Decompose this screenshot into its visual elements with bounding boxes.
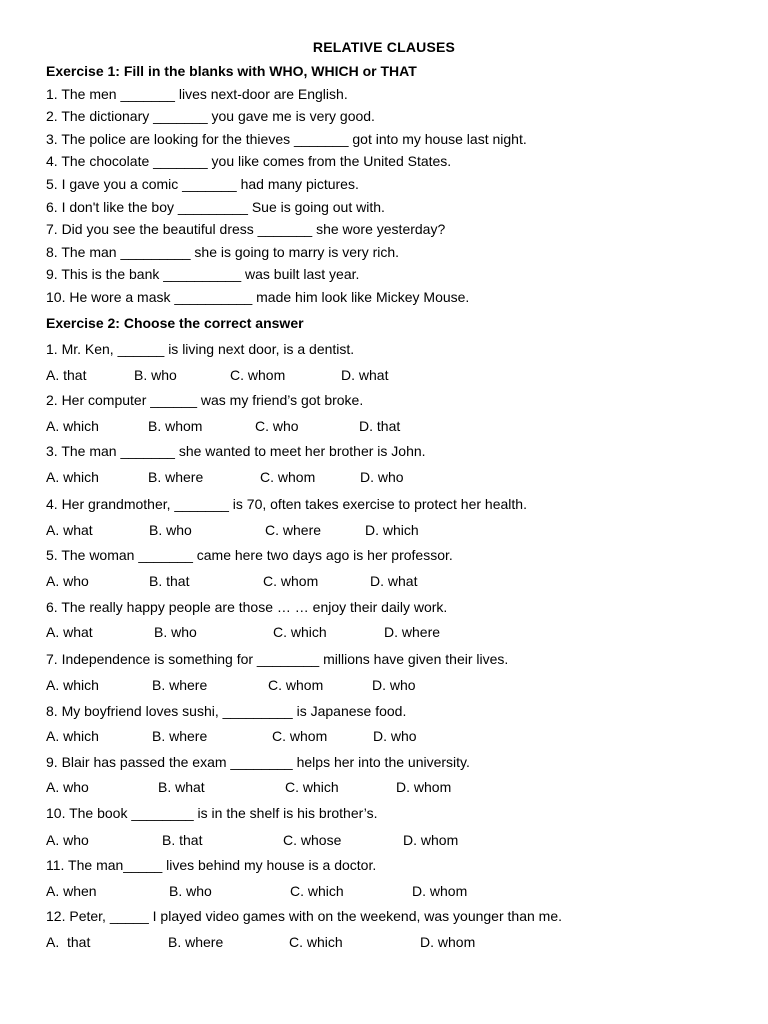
exercise1-item: 1. The men _______ lives next-door are English. [46,86,348,102]
exercise1-item: 4. The chocolate _______ you like comes from the United States. [46,153,452,169]
answer-option: D. what [370,573,418,589]
answer-option: D. where [384,624,441,640]
answer-option: B. who [169,883,212,899]
answer-option: B. where [168,934,224,950]
answer-option: D. who [372,677,416,693]
exercise2-question: 8. My boyfriend loves sushi, _________ is Japanese food. [46,703,407,719]
answer-option: A. what [46,624,93,640]
answer-option: C. whom [230,367,286,383]
answer-option: C. whose [283,832,342,848]
answer-option: D. what [341,367,389,383]
exercise2-question: 6. The really happy people are those … … enjoy their daily work. [46,599,448,615]
answer-option: B. where [148,469,204,485]
answer-option: B. where [152,677,208,693]
answer-option: C. which [273,624,327,640]
exercise1-item: 8. The man _________ she is going to marry is very rich. [46,244,400,260]
answer-option: C. which [290,883,344,899]
answer-option: A. who [46,832,89,848]
answer-option: A. who [46,573,89,589]
answer-option: B. who [149,522,192,538]
answer-option: D. whom [412,883,468,899]
answer-option: C. where [265,522,322,538]
exercise2-question: 1. Mr. Ken, ______ is living next door, is a dentist. [46,341,355,357]
exercise2-question: 5. The woman _______ came here two days ago is her professor. [46,547,453,563]
answer-option: A. when [46,883,97,899]
exercise2-question: 2. Her computer ______ was my friend’s got broke. [46,392,364,408]
answer-option: B. that [149,573,190,589]
answer-option: D. which [365,522,419,538]
exercise1-item: 7. Did you see the beautiful dress _______ she wore yesterday? [46,221,446,237]
exercise1-item: 5. I gave you a comic _______ had many pictures. [46,176,359,192]
exercise1-item: 10. He wore a mask __________ made him look like Mickey Mouse. [46,289,470,305]
exercise2-question: 4. Her grandmother, _______ is 70, often takes exercise to protect her health. [46,496,527,512]
answer-option: A. that [46,934,91,950]
answer-option: C. whom [272,728,328,744]
answer-option: D. whom [420,934,476,950]
answer-option: A. what [46,522,93,538]
exercise2-question: 12. Peter, _____ I played video games with on the weekend, was younger than me. [46,908,562,924]
answer-option: A. which [46,728,99,744]
exercise2-question: 9. Blair has passed the exam ________ helps her into the university. [46,754,470,770]
answer-option: C. whom [263,573,319,589]
exercise1-item: 6. I don't like the boy _________ Sue is going out with. [46,199,385,215]
answer-option: C. which [285,779,339,795]
answer-option: A. which [46,418,99,434]
answer-option: B. that [162,832,203,848]
answer-option: A. that [46,367,87,383]
exercise2-question: 11. The man_____ lives behind my house is a doctor. [46,857,377,873]
exercise2-heading: Exercise 2: Choose the correct answer [46,315,304,331]
exercise1-item: 3. The police are looking for the thieves _______ got into my house last night. [46,131,527,147]
answer-option: D. that [359,418,401,434]
page-title: RELATIVE CLAUSES [312,39,456,55]
answer-option: C. who [255,418,299,434]
answer-option: D. whom [396,779,452,795]
exercise1-item: 9. This is the bank __________ was built last year. [46,266,360,282]
answer-option: D. who [373,728,417,744]
exercise2-question: 10. The book ________ is in the shelf is his brother’s. [46,805,378,821]
answer-option: A. who [46,779,89,795]
answer-option: C. whom [260,469,316,485]
answer-option: C. which [289,934,343,950]
answer-option: B. what [158,779,205,795]
exercise2-question: 7. Independence is something for ________ millions have given their lives. [46,651,509,667]
exercise2-question: 3. The man _______ she wanted to meet her brother is John. [46,443,426,459]
exercise1-item: 2. The dictionary _______ you gave me is very good. [46,108,375,124]
answer-option: B. who [134,367,177,383]
answer-option: D. who [360,469,404,485]
exercise1-heading: Exercise 1: Fill in the blanks with WHO, WHICH or THAT [46,63,417,79]
answer-option: C. whom [268,677,324,693]
answer-option: A. which [46,677,99,693]
answer-option: D. whom [403,832,459,848]
answer-option: B. whom [148,418,203,434]
answer-option: B. where [152,728,208,744]
answer-option: A. which [46,469,99,485]
answer-option: B. who [154,624,197,640]
